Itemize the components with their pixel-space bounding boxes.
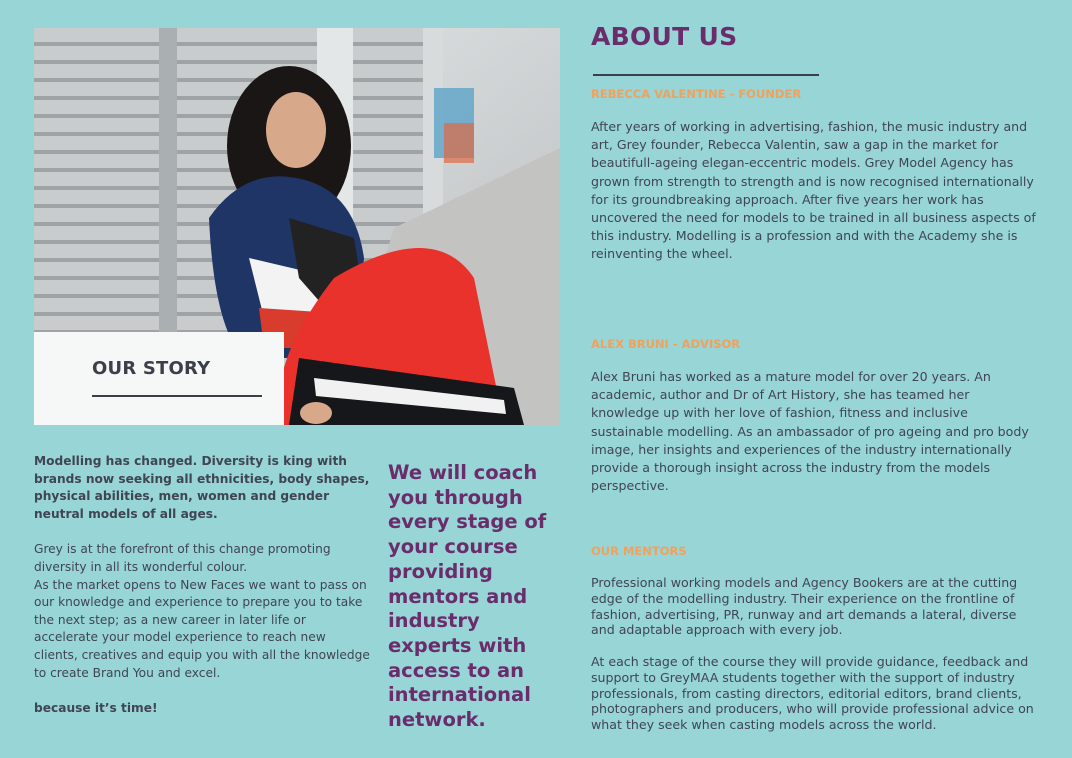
intro-paragraph-2: As the market opens to New Faces we want to pass on our knowledge and experience to prepare you to take the next step; as a new career in later life or accelerate your model experience to reach new clients, creatives and equip you with all the knowledge to create Brand You and excel. xyxy=(34,577,370,680)
mentors-paragraph-2: At each stage of the course they will provide guidance, feedback and support to GreyMAA students together with the support of industry professionals, from casting directors, editorial editors, brand clients, photographers and producers, who will provide professional advice on what they seek when casting models across the world. xyxy=(591,654,1034,733)
our-story-underline xyxy=(92,395,262,397)
pull-quote: We will coach you through every stage of your course providing mentors and industry experts with access to an international network. xyxy=(388,461,547,732)
about-us-title: ABOUT US xyxy=(591,22,738,51)
left-column-text xyxy=(34,453,370,718)
founder-heading: REBECCA VALENTINE - FOUNDER xyxy=(591,87,802,101)
our-story-title: OUR STORY xyxy=(92,358,211,379)
intro-lead: Modelling has changed. Diversity is king with brands now seeking all ethnicities, body shapes, physical abilities, men, women and gender neutral models of all ages. xyxy=(34,454,370,521)
mentors-paragraph-1: Professional working models and Agency Bookers are at the cutting edge of the modelling industry. Their experience on the frontline of fashion, advertising, PR, runway and art demands a lateral, diverse and adaptable approach with every job. xyxy=(591,575,1018,638)
founder-bio: After years of working in advertising, fashion, the music industry and art, Grey founder, Rebecca Valentin, saw a gap in the market for beautifull-ageing elegan-eccentric models. Grey Model Agency has grown from strength to strength and is now recognised internationally for its groundbreaking approach. After five years her work has uncovered the need for models to be trained in all business aspects of this industry. Modelling is a profession and with the Academy she is reinventing the wheel. xyxy=(591,119,1036,262)
intro-paragraph-1: Grey is at the forefront of this change promoting diversity in all its wonderful colour. xyxy=(34,542,331,574)
about-us-underline xyxy=(593,74,819,76)
advisor-bio: Alex Bruni has worked as a mature model for over 20 years. An academic, author and Dr of Art History, she has teamed her knowledge up with her love of fashion, fitness and inclusive sustainable modelling. As an ambassador of pro ageing and pro body image, her insights and experiences of the industry internationally provide a thorough insight across the industry from the models perspective. xyxy=(591,369,1029,494)
closing-line: because it’s time! xyxy=(34,701,158,716)
mentors-heading: OUR MENTORS xyxy=(591,544,687,558)
advisor-heading: ALEX BRUNI - ADVISOR xyxy=(591,337,741,351)
our-story-box xyxy=(34,332,284,425)
